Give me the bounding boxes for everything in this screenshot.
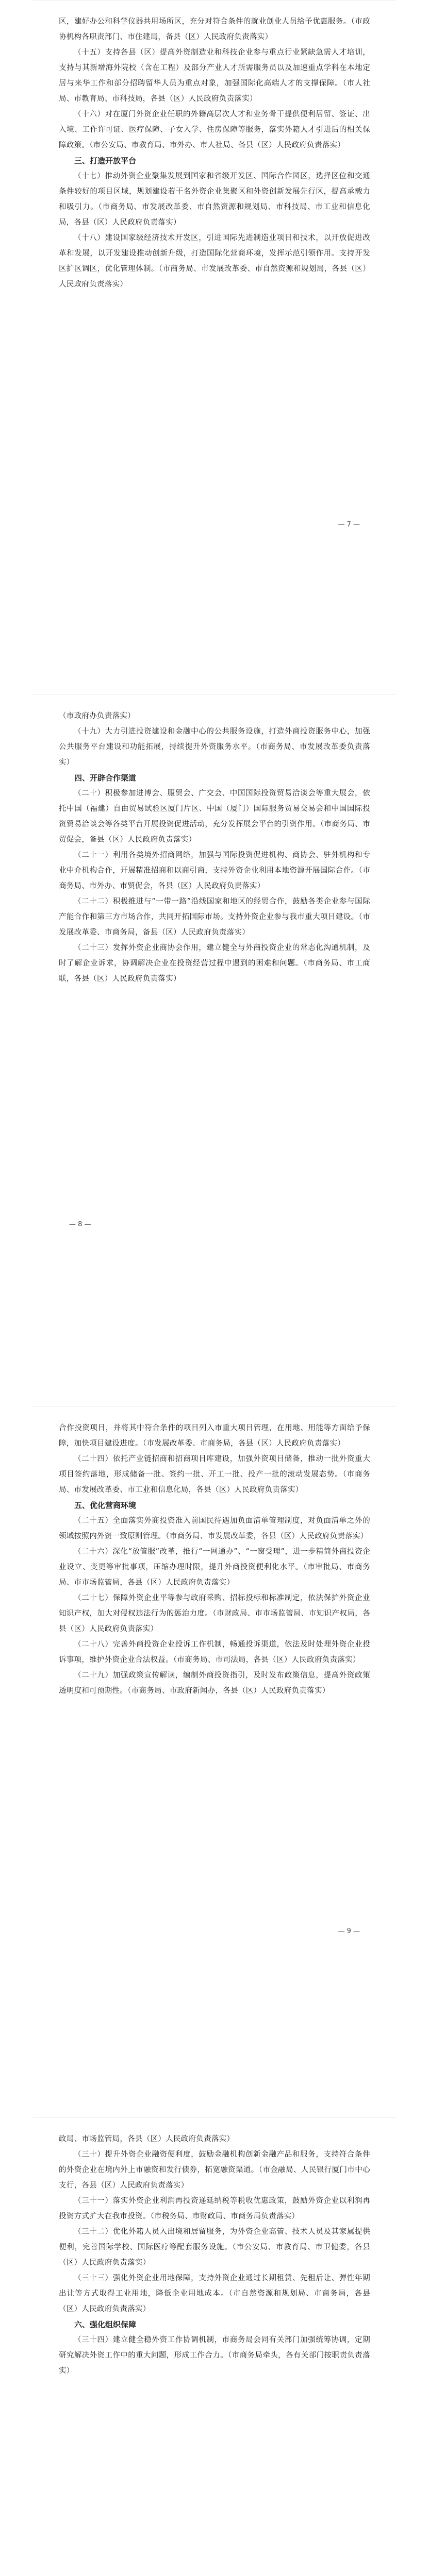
section-heading: 五、优化营商环境 xyxy=(74,1501,137,1510)
body-paragraph: （十八）建设国家级经济技术开发区，引进国际先进制造业项目和技术，以开放促进改革和发展，以开发建设推动创新升级，打造国际化营商环境，发挥示范引领作用。支持开发区扩区调区，优化管理体制。（市商务局、市发展改革委、市自然资源和规划局，各县（区）人民政府负责落实） xyxy=(59,234,370,289)
body-paragraph: （二十）积极参加进博会、服贸会、广交会、中国国际投资贸易洽谈会等重大展会，依托中国（福建）自由贸易试验区厦门片区、中国（厦门）国际服务贸易交易会和中国国际投资贸易洽谈会等各类平台开展投资促进活动，充分发挥展会平台的引资作用。（市商务局、市贸促会，备县（区）人民政府负责落实） xyxy=(59,789,370,844)
body-paragraph: （二十八）完善外商投资企业投诉工作机制，畅通投诉渠道，依法及时处理外资企业投诉事项，维护外资企业合法权益。（市商务局、市司法局，各县（区）人民政府负责落实） xyxy=(59,1640,370,1664)
body-paragraph: （二十四）依托产业链招商和招商项目库建设，加强外资项目储备，推动一批外资重大项目签约落地，形成储备一批、签约一批、开工一批、投产一批的滚动发展态势。（市商务局、市发展改革委、市工业和信息化局，各县（区）人民政府负责落实） xyxy=(59,1455,370,1494)
body-paragraph: （二十五）全面落实外商投资准入前国民待遇加负面清单管理制度，对负面清单之外的领域按照内外资一致原则管理。（市商务局、市发展改革委，各县（区）人民政府负责落实） xyxy=(59,1517,370,1540)
page-body xyxy=(59,2131,370,2379)
body-paragraph: 区，建好办公和科学仪器共用场所区，充分对符合条件的就业创业人员给予优惠服务。（市政协机构各职责部门、市住建局，备县（区）人民政府负责落实） xyxy=(59,18,370,41)
body-paragraph: （十五）支持各县（区）提高外资制造业和科技企业参与重点行业紧缺急需人才培训，支持与其新增海外院校（含在工程）及部分产业人才所需服务员以及加速重点学科在本地定居与来华工作和部分招聘留华人员为重点对象，加强国际化高端人才的支撑保障。（市人社局、市教育局、市科技局，各县（区）人民政府负责落实） xyxy=(59,48,370,103)
page-body xyxy=(59,708,370,987)
page-body xyxy=(59,14,370,292)
body-paragraph: （十九）大力引进投资建设和金融中心的公共服务设施，打造外商投资服务中心，加强公共服务平台建设和功能拓展，持续提升外资服务水平。（市商务局、市发展改革委负责落实） xyxy=(59,727,370,767)
body-paragraph: （三十）提升外资企业融资便利度，鼓励金融机构创新金融产品和服务，支持符合条件的外资企业在境内外上市融资和发行债券，拓宽融资渠道。（市金融局、人民银行厦门市中心支行，各县（区）人民政府负责落实） xyxy=(59,2150,370,2190)
section-heading: 三、打造开放平台 xyxy=(74,156,137,165)
document-page xyxy=(33,694,396,1339)
section-heading: 四、开辟合作渠道 xyxy=(74,773,137,783)
body-paragraph: （二十一）利用各类境外招商网络，加强与国际投资促进机构、商协会、驻外机构和专业中介机构合作，开展精准招商和以商引商，支持外资企业利用本地资源开展国际合作。（市商务局、市外办、市贸促会，各县（区）人民政府负责落实） xyxy=(59,851,370,890)
body-paragraph: 合作投资项目，并将其中符合条件的项目列入市重大项目管理，在用地、用能等方面给予保障，加快项目建设进度。（市发展改革委、市商务局，各县（区）人民政府负责落实） xyxy=(59,1424,370,1448)
body-paragraph: （三十二）优化外籍人员入出境和居留服务，为外资企业高管、技术人员及其家属提供便利，完善国际学校、国际医疗等配套服务设施。（市公安局、市教育局、市卫健委，各县（区）人民政府负责落实） xyxy=(59,2228,370,2267)
document-page xyxy=(33,2117,396,2576)
body-paragraph: （十七）推动外资企业聚集发展到国家和省级开发区、国际合作园区，选择区位和交通条件较好的项目区域，规划建设若干名外资企业集聚区和外资创新发展先行区，提高承载力和吸引力。（市商务局、市发展改革委、市自然资源和规划局、市科技局、市工业和信息化局，各县（区）人民政府负责落实） xyxy=(59,172,370,227)
body-paragraph: （二十三）发挥外资企业商协会作用，建立健全与外商投资企业的常态化沟通机制，及时了解企业诉求，协调解决企业在投资经营过程中遇到的困难和问题。（市商务局、市工商联，各县（区）人民政府负责落实） xyxy=(59,944,370,983)
body-paragraph: 政局、市场监管局，各县（区）人民政府负责落实） xyxy=(59,2135,235,2143)
body-paragraph: （二十七）保障外资企业平等参与政府采购、招标投标和标准制定，依法保护外资企业知识产权，加大对侵权违法行为的惩治力度。（市财政局、市市场监管局、市知识产权局，各县（区）人民政府负责落实） xyxy=(59,1594,370,1633)
document-page xyxy=(33,0,396,645)
body-paragraph: （十六）对在厦门外资企业任职的外籍高层次人才和业务骨干提供便利居留、签证、出入境、工作许可证、医疗保障、子女入学、住房保障等服务，落实外籍人才引进后的相关保障政策。（市公安局、市教育局、市外办、市人社局、备县（区）人民政府负责落实） xyxy=(59,110,370,149)
page-body xyxy=(59,1420,370,1699)
body-paragraph: （三十四）建立健全稳外资工作协调机制，市商务局会同有关部门加强统筹协调，定期研究解决外资工作中的重大问题，形成工作合力。（市商务局牵头，各有关部门按职责负责落实） xyxy=(59,2336,370,2375)
page-number: — 8 — xyxy=(69,1221,91,1228)
document-page xyxy=(33,1406,396,2051)
section-heading: 六、强化组织保障 xyxy=(74,2320,137,2329)
body-paragraph: （三十三）强化外资企业用地保障，支持外资企业通过长期租赁、先租后让、弹性年期出让等方式取得工业用地，降低企业用地成本。（市自然资源和规划局、市商务局，各县（区）人民政府负责落实） xyxy=(59,2274,370,2313)
body-paragraph: （二十二）积极推进与“一带一路”沿线国家和地区的经贸合作，鼓励各类企业参与国际产能合作和第三方市场合作，共同开拓国际市场。支持外资企业参与我市重大项目建设。（市发展改革委、市商务局，备县（区）人民政府负责落实） xyxy=(59,897,370,937)
page-number: — 9 — xyxy=(338,1927,360,1935)
body-paragraph: （二十九）加强政策宣传解读，编制外商投资指引，及时发布政策信息，提高外资政策透明度和可预期性。（市商务局、市政府新闻办，各县（区）人民政府负责落实） xyxy=(59,1671,370,1695)
body-paragraph: （市政府办负责落实） xyxy=(59,712,135,720)
body-paragraph: （三十一）落实外资企业利润再投资递延纳税等税收优惠政策，鼓励外资企业以利润再投资方式扩大在我市投资。（市税务局、市财政局、市商务局负责落实） xyxy=(59,2197,370,2221)
body-paragraph: （二十六）深化“放管服”改革，推行“一网通办”、“一窗受理”，进一步精简外商投资企业设立、变更等审批事项，压缩办理时限，提升外商投资便利化水平。（市审批局、市商务局、市市场监管局，各县（区）人民政府负责落实） xyxy=(59,1548,370,1587)
page-number: — 7 — xyxy=(338,521,360,529)
